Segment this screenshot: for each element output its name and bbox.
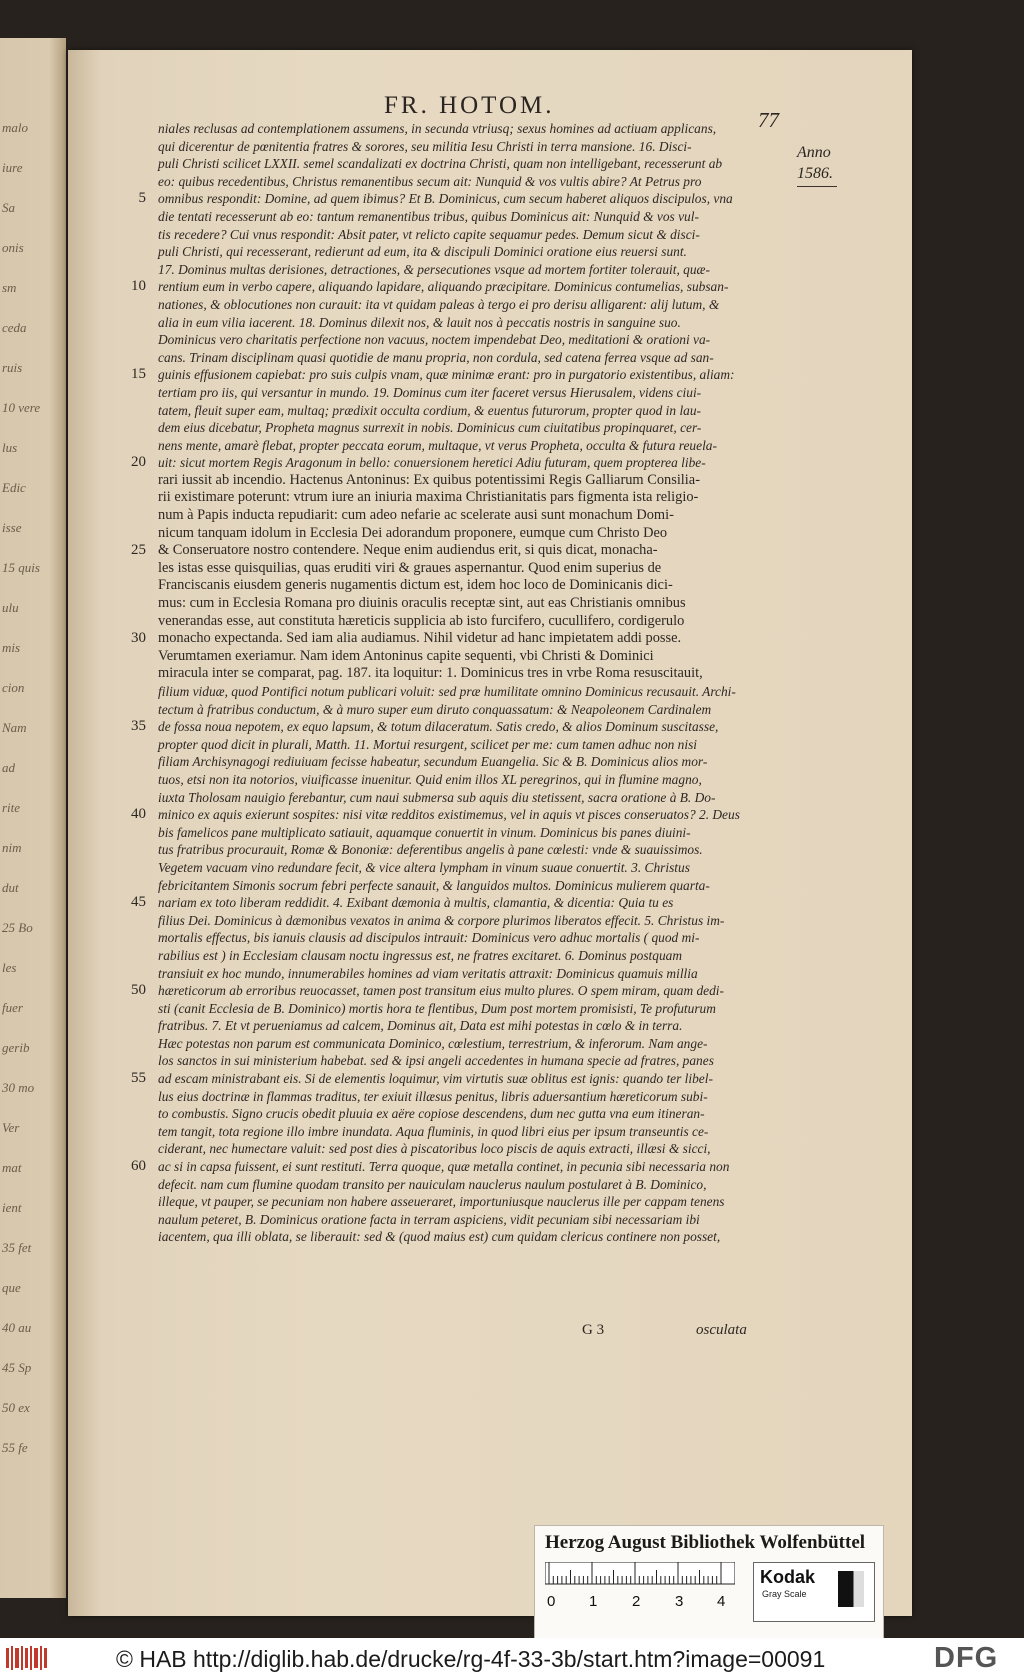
prev-page-fragment: ad [2,760,15,775]
line-number: 50 [131,982,146,999]
prev-page-fragment: 55 fe [2,1440,28,1455]
line-number: 60 [131,1158,146,1175]
text-line [112,929,832,947]
line-text: venerandas esse, aut constituta hæreticis supplicia ab isto furcifero, cucullifero, cordigerulo [158,612,685,629]
dfg-logo: DFG [934,1642,999,1674]
line-text: hæreticorum ab erroribus reuocasset, tamen post transitum eius multo plures. O spem miram, quam dedi- [158,983,724,999]
prev-page-fragment: ceda [2,320,27,335]
prev-page-fragment: gerib [2,1040,30,1055]
text-line [112,1123,832,1141]
prev-page-fragment: nim [2,840,22,855]
line-text: tatem, fleuit super eam, multaq; prædixit occulta cordium, & euentus futurorum, propter quod in lau- [158,402,702,418]
text-line [112,437,832,455]
line-text: Hæc potestas non parum est communicata Dominico, cœlestium, terrestrium, & inferorum. Nam ange- [158,1035,708,1051]
prev-page-fragment: Ver [2,1120,20,1135]
signature-mark: G 3 [582,1322,605,1338]
line-text: nens mente, amarè flebat, propter peccata eorum, multaque, vt verus Propheta, occulta & futura reuela- [158,437,717,453]
line-text: iuxta Tholosam nauigio ferebantur, cum naui submersa sub aquis diu stetissent, sacra oratione à B. Do- [158,789,716,805]
line-text: de fossa noua nepotem, ex equo lapsum, & totum dilaceratum. Satis credo, & alios Dominum suscitasse, [158,719,719,735]
text-line [112,806,832,824]
prev-page-fragment: cion [2,680,25,695]
line-text: Franciscanis eiusdem generis nugamentis dictum est, idem hoc loco de Dominicanis dici- [158,577,673,594]
copyright-link[interactable]: © HAB http://diglib.hab.de/drucke/rg-4f-33-3b/start.htm?image=00091 [116,1646,826,1672]
line-text: miracula inter se comparat, pag. 187. ita loquitur: 1. Dominicus tres in vrbe Roma resuscitauit, [158,665,703,682]
line-text: 17. Dominus multas derisiones, detractiones, & persecutiones vsque ad mortem fortiter tolerauit, quæ- [158,261,710,277]
line-text: tuos, etsi non ita notorios, viuificasse inuenitur. Quid enim illos XL peregrinos, qui in flumine magno, [158,771,702,787]
text-line [112,630,832,648]
text-line [112,648,832,666]
prev-page-fragment: 40 au [2,1320,32,1335]
line-text: sti (canit Ecclesia de B. Dominico) mortis hora te flentibus, Dum post mortem promisisti, Te profuturum [158,1000,716,1016]
line-text: tem tangit, tota regione illo imbre inundata. Aqua fluminis, in quod libri eius per ipsum transeuntis ce- [158,1123,709,1139]
line-number: 55 [131,1070,146,1087]
line-number: 15 [131,366,146,383]
line-text: rii existimare poterunt: vtrum iure an iniuria maxima Christianitatis pars figmenta ista religio- [158,489,699,506]
line-text: num à Papis inducta repudiarit: cum adeo nefarie ac scelerate ausi sunt monachum Domi- [158,507,674,524]
line-number: 40 [131,806,146,823]
text-line [112,331,832,349]
line-text: to combustis. Signo crucis obedit pluuia ex aëre copiose descendens, dum nec gutta vna eum itineran- [158,1106,705,1122]
prev-page-fragment: fuer [2,1000,23,1015]
line-text: monacho expectanda. Sed iam alia audiamus. Nihil videtur ad hanc impietatem addi posse. [158,630,682,647]
text-line [112,595,832,613]
line-number: 20 [131,454,146,471]
prev-page-fragment: 45 Sp [2,1360,32,1375]
line-text: alia in eum vilia iacerent. 18. Dominus dilexit nos, & lauit nos à peccatis nostris in sanguine suo. [158,314,681,330]
text-line [112,947,832,965]
ruler-number-0: 0 [547,1593,556,1610]
text-line [112,1052,832,1070]
line-text: eo: quibus recedentibus, Christus remanentibus secum ait: Nunquid & vos vultis abire? At Petrus pro [158,173,702,189]
text-line [112,243,832,261]
line-text: les istas esse quisquilias, quas eruditi viri & graues aspernantur. Quod enim superius de [158,559,662,576]
line-number: 5 [138,190,146,207]
prev-page-fragment: les [2,960,17,975]
line-text: mus: cum in Ecclesia Romana pro diuinis oraculis receptæ sint, aut eas Christianis omnibus [158,595,686,612]
text-line [112,1228,832,1246]
text-line [112,1035,832,1053]
book-page [68,50,912,1616]
text-line [112,771,832,789]
line-text: transiuit ex hoc mundo, innumerabiles homines ad viam veritatis attraxit: Dominicus quamuis millia [158,965,698,981]
ruler-number-3: 3 [675,1593,684,1610]
line-text: illeque, vt pauper, se pecuniam non habere asseueraret, importuniusque nauclerus ille per cappam tenens [158,1194,725,1210]
text-line [112,402,832,420]
text-line [112,718,832,736]
text-line [112,982,832,1000]
prev-page-fragment: 35 fet [2,1240,32,1255]
body-text [112,120,832,1246]
prev-page-fragment: onis [2,240,24,255]
prev-page-fragment: malo [2,120,28,135]
prev-page-fragment: Nam [2,720,27,735]
line-text: nationes, & oblocutiones non curauit: ita vt quidam paleas à tergo ei pro derisu alligarent: alij lutum, & [158,296,720,312]
scale-ruler [545,1562,735,1614]
text-line [112,1211,832,1229]
catchword: osculata [696,1322,747,1338]
text-line [112,877,832,895]
prev-page-fragment: Edic [2,480,26,495]
previous-page-edge [0,38,66,1598]
text-line [112,1193,832,1211]
line-text: Vegetem vacuam vino redundare fecit, & vice altera lympham in vinum suaue conuertit. 3. Christus [158,859,690,875]
text-line [112,454,832,472]
prev-page-fragment: isse [2,520,22,535]
text-line [112,120,832,138]
text-line [112,278,832,296]
text-line [112,190,832,208]
text-line [112,472,832,490]
line-text: tus fratribus procurauit, Romæ & Bononiæ: deferentibus angelis à pane cœlesti: vnde & suauissimos. [158,842,703,858]
kodak-gray-scale [753,1562,875,1622]
prev-page-fragment: mis [2,640,21,655]
text-line [112,824,832,842]
line-text: fratribus. 7. Et vt perueniamus ad calcem, Dominus ait, Data est mihi potestas in cœlo & in terra. [158,1018,683,1034]
line-text: mortalis effectus, bis ianuis clausis ad discipulos intrauit: Dominicus vero adhuc mortalis ( quod mi- [158,930,700,946]
prev-page-fragment: ulu [2,600,19,615]
text-line [112,577,832,595]
line-text: die tentati recesserunt ab eo: tantum remanentibus tribus, quibus Dominicus ait: Nunquid & vos vul- [158,208,699,224]
prev-page-fragment: 50 ex [2,1400,30,1415]
ruler-number-1: 1 [589,1593,598,1610]
text-line [112,489,832,507]
prev-page-fragment: que [2,1280,21,1295]
prev-page-fragment: lus [2,440,18,455]
line-text: rabilius est ) in Ecclesiam clausam noctu ingressus est, ne fratres excitaret. 6. Dominus postquam [158,947,683,963]
text-line [112,507,832,525]
text-line [112,1088,832,1106]
line-text: minico ex aquis exierunt sospites: nisi vitæ redditos existimemus, vel in aquis vt pisces conseruatos? 2. Deus [158,807,740,823]
barcode-icon [6,1646,50,1670]
line-text: los sanctos in sui ministerium habebat. sed & ipsi angeli accedentes in humana specie ad fratres, panes [158,1053,714,1069]
line-text: dem eius dicebatur, Propheta magnus surrexit in nobis. Dominicus cum ciuitatibus propinquaret, cer- [158,420,702,436]
line-text: lus eius doctrinæ in flammas traditus, ter exiuit illæsus penitus, libris aduersantium hæreticorum subi- [158,1088,708,1104]
text-line [112,173,832,191]
line-text: puli Christi scilicet LXXII. semel scandalizati ex doctrina Christi, quam non intelligebant, recesserunt ab [158,156,723,172]
margin-note-value: 1586. [797,165,833,182]
line-text: nicum tanquam idolum in Ecclesia Dei adorandum proponere, eumque cum Christo Deo [158,524,668,541]
text-line [112,155,832,173]
margin-note-label: Anno [797,144,831,161]
ruler-number-4: 4 [717,1593,726,1610]
line-text: defecit. nam cum flumine quodam transito per nauiculam nauclerus naulum postularet à B. Dominico, [158,1176,707,1192]
text-line [112,701,832,719]
line-text: naulum peteret, B. Dominicus oratione facta in terram aspiciens, vidit pecuniam sibi necessariam ibi [158,1211,700,1227]
line-text: propter quod dicit in plurali, Matth. 11. Mortui resurgent, scilicet per me: cum tamen adhuc non nisi [158,736,698,752]
text-line [112,1140,832,1158]
line-text: Verumtamen exeriamur. Nam idem Antoninus capite sequenti, vbi Christi & Dominici [158,647,654,664]
text-line [112,296,832,314]
line-text: nariam ex toto liberam reddidit. 4. Exibant dæmonia à multis, clamantia, & dicentia: Quia tu es [158,895,674,911]
line-text: & Conseruatore nostro contendere. Neque enim audiendus erit, si quis dicat, monacha- [158,542,658,559]
running-head: FR. HOTOM. [384,92,555,119]
text-line [112,859,832,877]
text-line [112,261,832,279]
text-line [112,1000,832,1018]
prev-page-fragment: mat [2,1160,22,1175]
kodak-subtitle: Gray Scale [762,1589,807,1599]
text-line [112,1070,832,1088]
text-line [112,314,832,332]
footer-bar [0,1638,1024,1677]
text-line [112,542,832,560]
line-text: iacentem, qua illi oblata, se liberauit: sed & (quod maius est) cum quidam clericus continere non posset, [158,1229,721,1245]
text-line [112,419,832,437]
text-line [112,683,832,701]
line-text: cans. Trinam disciplinam quasi quotidie de manu propria, non cordula, sed catena ferrea vsque ad san- [158,349,714,365]
text-line [112,1158,832,1176]
text-line [112,1176,832,1194]
line-text: bis famelicos pane multiplicato satiauit, aquamque conuertit in vinum. Dominicus bis panes diuini- [158,824,691,840]
prev-page-fragment: 30 mo [2,1080,35,1095]
text-line [112,560,832,578]
line-text: rari iussit ab incendio. Hactenus Antoninus: Ex quibus potentissimi Regis Galliarum Consilia- [158,471,700,488]
prev-page-fragment: rite [2,800,21,815]
prev-page-fragment: sm [2,280,17,295]
line-text: filium viduæ, quod Pontifici notum publicari voluit: sed præ humilitate omnino Dominicus recusauit. Archi- [158,684,736,699]
prev-page-fragment: 10 vere [2,400,41,415]
text-line [112,1105,832,1123]
page-number: 77 [758,108,779,132]
text-line [112,753,832,771]
prev-page-fragment: iure [2,160,23,175]
line-number: 35 [131,718,146,735]
text-line [112,138,832,156]
line-text: niales reclusas ad contemplationem assumens, in secunda vtriusq; sexus homines ad actiuam applicans, [158,121,717,136]
line-text: tertiam pro iis, qui versantur in mundo. 19. Dominus cum iter faceret versus Hierusalem, videns ciui- [158,384,702,400]
prev-page-fragment: 15 quis [2,560,40,575]
line-text: ac si in capsa fuissent, ei sunt restituti. Terra quoque, quæ metalla continet, in pecunia sibi necessaria non [158,1159,730,1175]
text-line [112,736,832,754]
line-text: tis recedere? Cui vnus respondit: Absit pater, vt relicto capite sequamur pedes. Demum sicut & disci- [158,226,700,242]
line-text: omnibus respondit: Domine, ad quem ibimus? Et B. Dominicus, cum secum haberet aliquos discipulos, vna [158,191,733,207]
text-line [112,841,832,859]
line-text: ad escam ministrabant eis. Si de elementis loquimur, vim virtutis suæ oblitus est ignis: quando ter libel- [158,1071,713,1087]
text-line [112,349,832,367]
line-number: 45 [131,894,146,911]
ruler-number-2: 2 [632,1593,641,1610]
prev-page-fragment: ient [2,1200,22,1215]
text-line [112,226,832,244]
text-line [112,613,832,631]
prev-page-fragment: ruis [2,360,23,375]
line-text: guinis effusionem capiebat: pro suis culpis vnam, quæ minimæ erant: pro in purgatorio existentibus, aliam: [158,367,735,383]
text-line [112,366,832,384]
text-line [112,965,832,983]
prev-page-fragment: dut [2,880,19,895]
text-line [112,384,832,402]
prev-page-fragment: 25 Bo [2,920,33,935]
line-text: rentium eum in verbo capere, aliquando lapidare, aliquando præcipitare. Dominicus contumelias, subsan- [158,279,729,295]
line-text: filiam Archisynagogi rediuiuam fecisse habeatur, secundum Euangelia. Sic & B. Dominicus alios mor- [158,754,708,770]
line-text: qui dicerentur de pœnitentia fratres & sorores, seu militia Iesu Christi in terra mansione. 16. Disci- [158,138,692,154]
line-text: uit: sicut mortem Regis Aragonum in bello: conuersionem heretici Adiu futuram, quem propterea libe- [158,455,706,471]
text-line [112,894,832,912]
kodak-brand: Kodak [760,1567,816,1587]
line-text: tectum à fratribus conductum, & à muro super eum diruto conquassatum: & Neapoleonem Cardinalem [158,701,712,717]
gray-patch [838,1571,864,1607]
line-number: 10 [131,278,146,295]
text-line [112,208,832,226]
line-text: puli Christi, qui recesserant, redierunt ad eum, ita & discipuli Dominici oratione eius reuersi sunt. [158,244,687,260]
line-text: filius Dei. Dominicus à dæmonibus vexatos in anima & corpore plurimos liberatos effecit. 5. Christus im- [158,912,725,928]
line-text: Dominicus vero charitatis perfectione non vacuus, noctem impendebat Deo, meditationi & orationi va- [158,332,711,348]
text-line [112,789,832,807]
line-text: febricitantem Simonis socrum febri perfecte sanauit, & languidos multos. Dominicus mulierem quarta- [158,877,710,893]
line-text: ciderant, nec humectare valuit: sed post dies à piscatoribus loco piscis de aquis extracti, illæsi & sicci, [158,1141,711,1157]
text-line [112,665,832,683]
line-number: 25 [131,542,146,559]
text-line [112,525,832,543]
prev-page-fragment: Sa [2,200,15,215]
library-label-card [534,1525,884,1643]
text-line [112,1017,832,1035]
line-number: 30 [131,630,146,647]
library-label-title: Herzog August Bibliothek Wolfenbüttel [545,1532,866,1553]
text-line [112,912,832,930]
